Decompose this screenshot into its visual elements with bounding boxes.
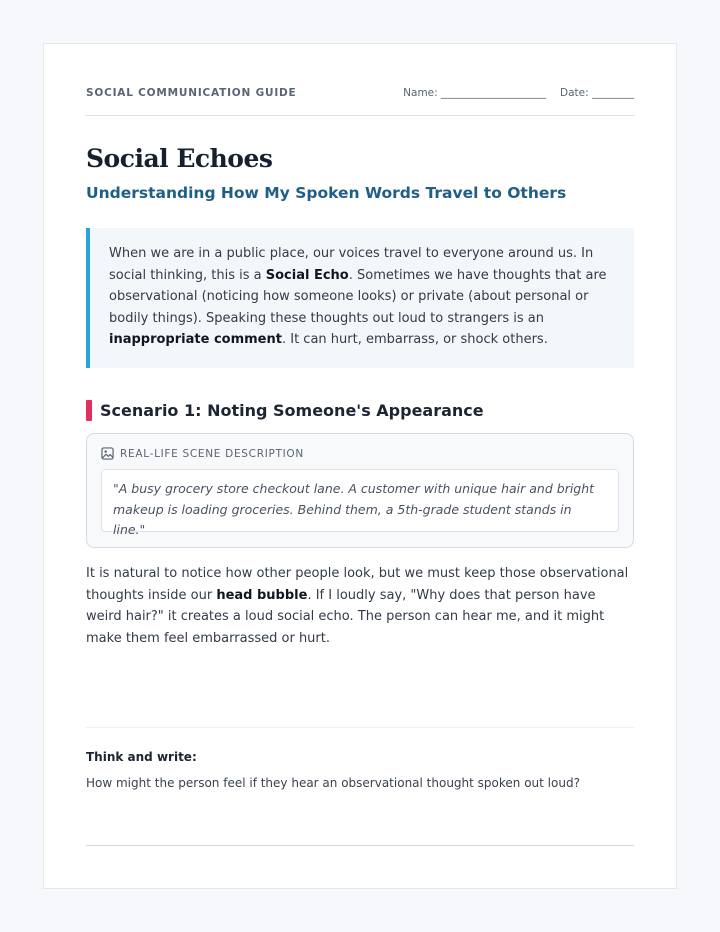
- intro-callout: [86, 228, 634, 368]
- think-prompt: How might the person feel if they hear an observational thought spoken out loud?: [86, 776, 580, 790]
- intro-text-2: . Sometimes we have thoughts that are observational (noticing how someone looks) or private (about personal or bodily things). Speaking these thoughts out loud to strangers is an: [109, 267, 607, 326]
- body-text-2: . If I loudly say, "Why does that person have weird hair?" it creates a loud social echo. The person can hear me, and it might make them feel embarrassed or hurt.: [86, 587, 605, 646]
- scenario-title: Scenario 1: Noting Someone's Appearance: [100, 401, 484, 420]
- page-subtitle: Understanding How My Spoken Words Travel to Others: [86, 184, 567, 202]
- scene-label: [101, 447, 304, 463]
- page-header: [86, 85, 634, 116]
- scene-description: "A busy grocery store checkout lane. A customer with unique hair and bright makeup is loading groceries. Behind them, a 5th-grade student stands in line.": [101, 469, 619, 532]
- intro-text-3: . It can hurt, embarrass, or shock others.: [281, 332, 548, 347]
- body-text-1: It is natural to notice how other people look, but we must keep those observational thoughts inside our: [86, 566, 629, 603]
- guide-title: SOCIAL COMMUNICATION GUIDE: [86, 87, 297, 99]
- scene-label-text: REAL-LIFE SCENE DESCRIPTION: [120, 448, 304, 460]
- intro-bold-social-echo: Social Echo: [265, 267, 349, 283]
- intro-bold-inappropriate: inappropriate comment: [109, 332, 282, 347]
- image-icon: [101, 447, 114, 463]
- worksheet-page: [43, 43, 677, 889]
- think-label: Think and write:: [86, 750, 197, 764]
- page-title: Social Echoes: [86, 144, 273, 173]
- section-accent-bar: [86, 400, 92, 421]
- date-field[interactable]: Date: ________: [560, 87, 634, 99]
- section-divider: [86, 727, 634, 728]
- explanation-paragraph: [86, 563, 634, 649]
- header-fields: [403, 87, 634, 99]
- scene-card: [86, 433, 634, 548]
- name-field[interactable]: Name: ____________________: [403, 87, 547, 99]
- answer-line[interactable]: [86, 845, 634, 846]
- intro-text-1: When we are in a public place, our voices travel to everyone around us. In social thinking, this is a: [109, 246, 594, 283]
- body-bold-head-bubble: head bubble: [216, 587, 308, 603]
